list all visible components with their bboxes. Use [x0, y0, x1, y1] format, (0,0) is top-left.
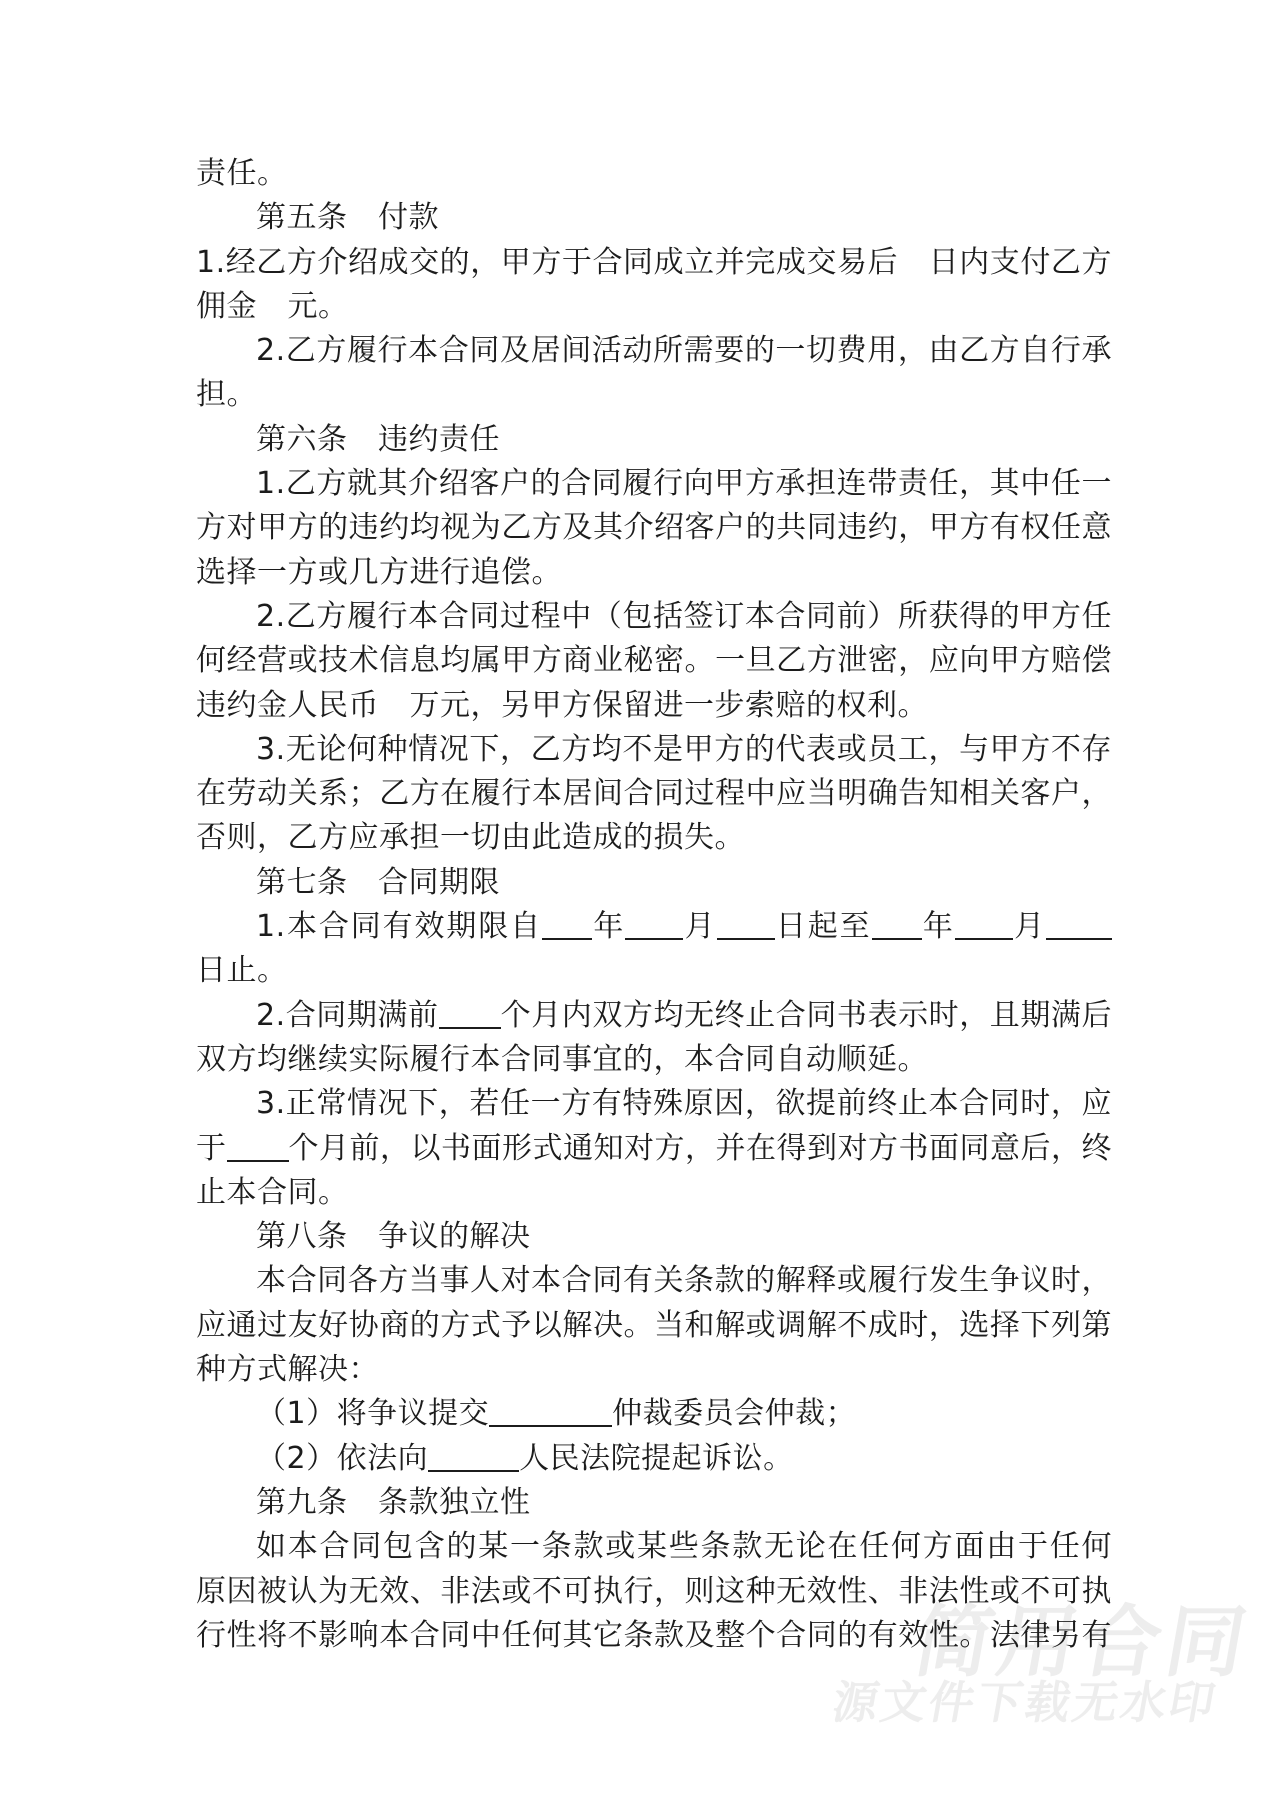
blank-field [542, 908, 592, 940]
text-line [196, 1570, 1112, 1614]
text-line [196, 684, 1112, 728]
line-text: 月 [1012, 909, 1046, 945]
line-text: 原因被认为无效、非法或不可执行，则这种无效性、非法性或不可执 [196, 1573, 1112, 1609]
line-text: 种方式解决： [196, 1352, 379, 1388]
blank-field [717, 908, 775, 940]
line-text: 否则，乙方应承担一切由此造成的损失。 [196, 820, 745, 856]
line-text: 2.乙方履行本合同及居间活动所需要的一切费用，由乙方自行承 [256, 333, 1112, 369]
text-line [196, 1038, 1112, 1082]
text-line [196, 196, 1112, 240]
text-line [196, 1437, 1112, 1481]
line-text: 个月前，以书面形式通知对方，并在得到对方书面同意后，终 [288, 1130, 1112, 1166]
text-line [196, 373, 1112, 417]
text-line [196, 1127, 1112, 1171]
line-text: 第五条 付款 [256, 200, 439, 236]
text-line [196, 595, 1112, 639]
line-text: 在劳动关系；乙方在履行本居间合同过程中应当明确告知相关客户， [196, 776, 1112, 812]
text-line [196, 1215, 1112, 1259]
line-text: 行性将不影响本合同中任何其它条款及整个合同的有效性。法律另有 [196, 1617, 1112, 1653]
text-line [196, 551, 1112, 595]
line-text: 本合同各方当事人对本合同有关条款的解释或履行发生争议时， [256, 1263, 1112, 1299]
text-line [196, 418, 1112, 462]
text-line [196, 1525, 1112, 1569]
text-line [196, 152, 1112, 196]
line-text: （2）依法向 [256, 1440, 429, 1476]
line-text: 第七条 合同期限 [256, 864, 500, 900]
line-text: 方对甲方的违约均视为乙方及其介绍客户的共同违约，甲方有权任意 [196, 510, 1112, 546]
line-text: 仲裁委员会仲裁； [612, 1396, 857, 1432]
line-text: 佣金 元。 [196, 288, 349, 324]
blank-field [872, 908, 922, 940]
line-text: 3.正常情况下，若任一方有特殊原因，欲提前终止本合同时，应 [256, 1086, 1112, 1122]
text-line [196, 905, 1112, 949]
blank-field [955, 908, 1013, 940]
line-text: 如本合同包含的某一条款或某些条款无论在任何方面由于任何 [256, 1529, 1112, 1565]
line-text: 第六条 违约责任 [256, 421, 500, 457]
text-line [196, 816, 1112, 860]
text-line [196, 506, 1112, 550]
line-text: 年 [592, 909, 626, 945]
text-line [196, 861, 1112, 905]
line-text: 应通过友好协商的方式予以解决。当和解或调解不成时，选择下列第 [196, 1307, 1112, 1343]
watermark-tagline: 源文件下载无水印 [828, 1676, 1222, 1729]
blank-field [625, 908, 683, 940]
text-line [196, 639, 1112, 683]
line-text: 日起至 [774, 909, 872, 945]
watermark-brand: 简用合同 [906, 1598, 1259, 1688]
line-text: 月 [683, 909, 717, 945]
line-text: 双方均继续实际履行本合同事宜的，本合同自动顺延。 [196, 1041, 928, 1077]
text-line [196, 1259, 1112, 1303]
line-text: 选择一方或几方进行追偿。 [196, 554, 562, 590]
line-text: 第八条 争议的解决 [256, 1219, 531, 1255]
line-text: 2.合同期满前 [256, 997, 439, 1033]
line-text: 于 [196, 1130, 227, 1166]
line-text: 日止。 [196, 953, 288, 989]
line-text: 担。 [196, 377, 257, 413]
line-text: 1.经乙方介绍成交的，甲方于合同成立并完成交易后 日内支付乙方 [196, 244, 1112, 280]
text-line [196, 1082, 1112, 1126]
blank-field [439, 997, 501, 1029]
line-text: 2.乙方履行本合同过程中（包括签订本合同前）所获得的甲方任 [256, 598, 1112, 634]
line-text: 违约金人民币 万元，另甲方保留进一步索赔的权利。 [196, 687, 928, 723]
blank-field [227, 1130, 289, 1162]
blank-field [1046, 908, 1112, 940]
text-line [196, 285, 1112, 329]
text-line [196, 772, 1112, 816]
line-text: 1.本合同有效期限自 [256, 909, 542, 945]
text-line [196, 1614, 1112, 1658]
text-line [196, 1171, 1112, 1215]
document-body [196, 152, 1112, 1658]
text-line [196, 728, 1112, 772]
text-line [196, 1392, 1112, 1436]
blank-field [489, 1395, 612, 1427]
line-text: 第九条 条款独立性 [256, 1484, 531, 1520]
text-line [196, 1481, 1112, 1525]
text-line [196, 462, 1112, 506]
line-text: 责任。 [196, 156, 288, 191]
text-line [196, 949, 1112, 993]
text-line [196, 241, 1112, 285]
line-text: 何经营或技术信息均属甲方商业秘密。一旦乙方泄密，应向甲方赔偿 [196, 643, 1112, 679]
text-line [196, 1304, 1112, 1348]
line-text: 1.乙方就其介绍客户的合同履行向甲方承担连带责任，其中任一 [256, 466, 1112, 502]
line-text: 人民法院提起诉讼。 [519, 1440, 794, 1476]
line-text: （1）将争议提交 [256, 1396, 490, 1432]
text-line [196, 1348, 1112, 1392]
blank-field [428, 1440, 519, 1472]
line-text: 年 [921, 909, 955, 945]
line-text: 3.无论何种情况下，乙方均不是甲方的代表或员工，与甲方不存 [256, 731, 1112, 767]
line-text: 止本合同。 [196, 1174, 349, 1210]
line-text: 个月内双方均无终止合同书表示时，且期满后 [500, 997, 1113, 1033]
text-line [196, 329, 1112, 373]
text-line [196, 994, 1112, 1038]
